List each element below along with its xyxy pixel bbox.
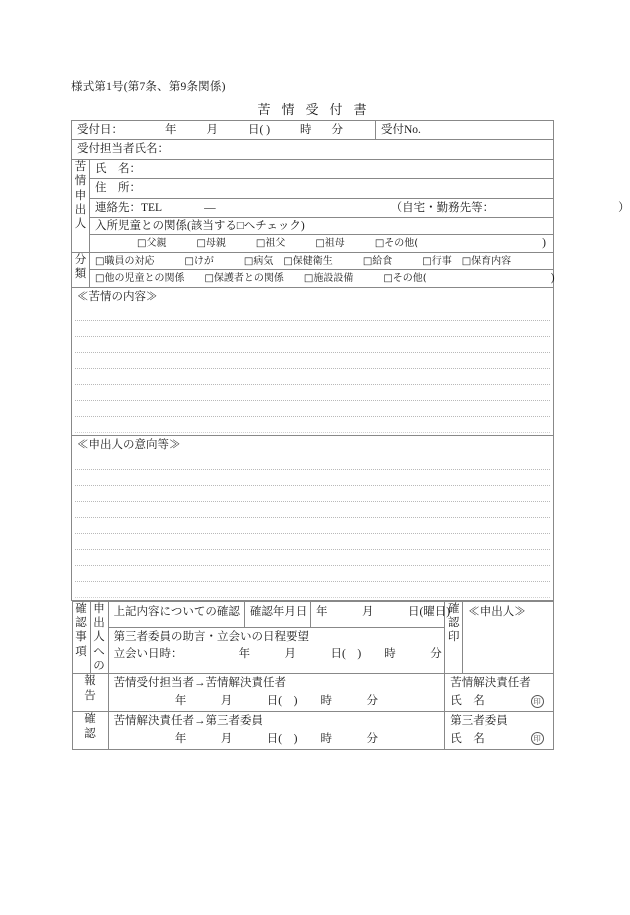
confirm-row-1 xyxy=(72,601,553,627)
confirm-above-label: 上記内容についての確認 xyxy=(113,605,240,618)
checkbox-health-hygiene[interactable]: □保健衛生 xyxy=(283,255,333,267)
report-right-title: 苦情解決責任者 xyxy=(450,677,531,690)
table-row-confirmation-block xyxy=(72,600,554,750)
third-party-request-cell[interactable] xyxy=(108,627,445,674)
category-vlabel-char-1: 類 xyxy=(74,268,87,281)
confirm-vlabel2-char-3: へ xyxy=(93,645,105,658)
table-row-relation-title xyxy=(72,217,554,234)
table-row-complainant-address xyxy=(72,179,554,198)
contact-close: ） xyxy=(618,201,630,214)
category-vlabel-char-0: 分 xyxy=(74,253,87,266)
table-row-receipt-date xyxy=(72,121,554,140)
checkbox-illness[interactable]: □病気 xyxy=(243,255,274,267)
confirm-vlabel2-char-4: の xyxy=(93,660,105,672)
vlabel-char-4: 人 xyxy=(74,218,87,231)
contact-label: 連絡先：TEL xyxy=(95,201,163,214)
category-row1-cell xyxy=(90,252,554,270)
category-vertical-label xyxy=(72,252,90,287)
vlabel-char-3: 出 xyxy=(74,203,87,216)
checkbox-grandmother[interactable]: □祖母 xyxy=(315,238,345,250)
confirm-vertical-label-2 xyxy=(90,601,108,674)
complainant-address-label: 住 所： xyxy=(95,182,141,195)
third-party-member-cell[interactable] xyxy=(445,712,553,750)
receipt-minute: 分 xyxy=(331,124,344,136)
vlabel-char-1: 情 xyxy=(74,175,87,188)
complaint-content-cell[interactable] xyxy=(72,287,554,435)
complainant-vertical-label xyxy=(72,159,90,252)
receipt-no-label: 受付No. xyxy=(381,124,421,136)
report-responsible-cell[interactable] xyxy=(445,674,553,712)
confirm-vlabel1-char-1: 認 xyxy=(75,616,87,629)
complainant-name-label: 氏 名： xyxy=(95,162,141,175)
page-title: 苦情受付書 xyxy=(257,102,378,117)
staff-name-cell[interactable] xyxy=(72,140,554,159)
rule-line xyxy=(75,337,550,353)
checkbox-staff-response[interactable]: □職員の対応 xyxy=(95,255,155,267)
confirm-vlabel1-char-0: 確 xyxy=(75,602,87,615)
confirm-vlabel2-char-0: 申 xyxy=(93,602,105,615)
complainant-address-cell[interactable] xyxy=(90,179,554,198)
seal-vlabel-char-1: 認 xyxy=(448,616,460,629)
confirm-date-fields-cell[interactable] xyxy=(310,601,451,627)
receipt-year: 年 xyxy=(165,124,177,136)
report-flow-label: 苦情受付担当者→苦情解決責任者 xyxy=(113,677,287,690)
report-vlabel-char-1: 告 xyxy=(84,689,96,702)
confirm-date-label-cell xyxy=(244,601,310,627)
table-row-category-2 xyxy=(72,270,554,288)
report-date-fields: 年 月 日( ) 時 分 xyxy=(174,694,378,707)
checkbox-other-children-relation[interactable]: □他の児童との関係 xyxy=(95,273,185,285)
confirmation-block-cell xyxy=(72,600,554,750)
rule-line xyxy=(75,582,550,598)
form-number: 様式第1号(第7条、第9条関係) xyxy=(71,81,226,93)
rule-line xyxy=(75,369,550,385)
confirm-date-label: 確認年月日 xyxy=(249,605,308,618)
rule-line xyxy=(75,454,550,470)
complainant-contact-cell[interactable] xyxy=(90,198,630,217)
rule-line xyxy=(75,550,550,566)
intent-content-title: ≪申出人の意向等≫ xyxy=(77,439,181,452)
confirm-vlabel1-char-2: 事 xyxy=(75,631,87,644)
rule-line xyxy=(75,502,550,518)
confirm-bottom-vertical-label xyxy=(72,712,108,750)
rule-line xyxy=(75,518,550,534)
category-other-close: ) xyxy=(550,272,555,285)
receipt-day: 日( ) xyxy=(248,124,271,136)
confirm-flow-label: 苦情解決責任者→第三者委員 xyxy=(113,715,264,728)
table-row-complainant-contact xyxy=(72,198,554,217)
confirm-above-cell xyxy=(108,601,244,627)
confirm-vertical-label-1 xyxy=(72,601,90,674)
checkbox-father[interactable]: □父親 xyxy=(137,238,167,250)
confirm-date-fields-bottom: 年 月 日( ) 時 分 xyxy=(174,732,378,745)
seal-stamp-icon: 印 xyxy=(531,732,544,745)
confirm-vlabel1-char-3: 項 xyxy=(75,645,87,658)
table-row-complainant-name xyxy=(72,159,554,178)
checkbox-meals[interactable]: □給食 xyxy=(362,255,393,267)
checkbox-childcare-content[interactable]: □保育内容 xyxy=(461,255,512,267)
complainant-name-cell[interactable] xyxy=(90,159,554,178)
rule-line xyxy=(75,305,550,321)
confirm-vlabel2-char-2: 人 xyxy=(93,631,105,644)
checkbox-events[interactable]: □行事 xyxy=(422,255,452,267)
complaint-form-table xyxy=(71,120,630,750)
checkbox-facility-equipment[interactable]: □施設設備 xyxy=(303,273,354,285)
relation-title-label: 入所児童との関係(該当する□へチェック) xyxy=(95,219,305,232)
report-vlabel-char-0: 報 xyxy=(84,675,96,688)
confirm-bottom-row xyxy=(72,712,553,750)
receipt-date-cell[interactable] xyxy=(72,121,376,140)
receipt-hour: 時 xyxy=(300,124,312,136)
rule-line xyxy=(75,385,550,401)
confirm-vlabel2-char-1: 出 xyxy=(93,616,105,629)
confirmation-table xyxy=(72,601,554,750)
third-party-title: 第三者委員の助言・立会いの日程要望 xyxy=(113,630,310,643)
applicant-label: ≪申出人≫ xyxy=(468,605,526,618)
receipt-no-cell[interactable] xyxy=(376,121,554,140)
report-right-name-label: 氏 名 xyxy=(450,694,485,707)
staff-name-label: 受付担当者氏名： xyxy=(77,143,169,156)
rule-line xyxy=(75,417,550,433)
checkbox-mother[interactable]: □母親 xyxy=(196,238,226,250)
confirm-seal-label xyxy=(445,601,463,674)
rule-line xyxy=(75,353,550,369)
report-row xyxy=(72,674,553,712)
rule-line xyxy=(75,566,550,582)
intent-content-cell[interactable] xyxy=(72,436,554,600)
rule-line xyxy=(75,534,550,550)
seal-stamp-icon: 印 xyxy=(531,695,544,708)
relation-options-cell xyxy=(90,235,554,253)
table-row-intent-content xyxy=(72,436,554,600)
tel-dash: ― xyxy=(204,201,216,214)
confirm-bottom-vlabel-char-1: 認 xyxy=(84,727,96,740)
confirm-right-title: 第三者委員 xyxy=(450,715,508,728)
checkbox-relation-other[interactable]: □その他( xyxy=(374,238,419,250)
checkbox-category-other[interactable]: □その他( xyxy=(383,273,427,285)
complaint-content-rules xyxy=(72,305,553,435)
report-flow-cell[interactable] xyxy=(108,674,445,712)
confirm-right-name-label: 氏 名 xyxy=(450,732,485,745)
receipt-month: 月 xyxy=(206,124,218,136)
seal-vlabel-char-2: 印 xyxy=(448,631,460,644)
receipt-date-label: 受付日： xyxy=(77,124,123,136)
table-row-category-1 xyxy=(72,252,554,270)
confirm-date-fields: 年 月 日(曜日) xyxy=(315,605,451,618)
checkbox-guardian-relation[interactable]: □保護者との関係 xyxy=(204,273,284,285)
seal-vlabel-char-0: 確 xyxy=(448,602,460,615)
confirm-flow-cell[interactable] xyxy=(108,712,445,750)
table-row-complaint-content xyxy=(72,287,554,435)
checkbox-grandfather[interactable]: □祖父 xyxy=(255,238,286,250)
rule-line xyxy=(75,401,550,417)
table-row-relation-options xyxy=(72,235,554,253)
category-row2-cell xyxy=(90,270,554,288)
attendance-label: 立会い日時： xyxy=(113,648,183,661)
intent-content-rules xyxy=(72,454,553,600)
table-row-staff-name xyxy=(72,140,554,159)
rule-line xyxy=(75,470,550,486)
contact-suffix: （自宅・勤務先等： xyxy=(390,201,495,214)
attendance-fields: 年 月 日( ) 時 分 xyxy=(238,648,442,661)
confirm-bottom-vlabel-char-0: 確 xyxy=(84,713,96,726)
report-vertical-label xyxy=(72,674,108,712)
rule-line xyxy=(75,321,550,337)
relation-other-close: ) xyxy=(542,237,547,250)
vlabel-char-2: 申 xyxy=(74,189,87,202)
complaint-content-title: ≪苦情の内容≫ xyxy=(77,290,158,303)
rule-line xyxy=(75,486,550,502)
relation-title-cell xyxy=(90,217,554,234)
vlabel-char-0: 苦 xyxy=(74,160,87,173)
checkbox-injury[interactable]: □けが xyxy=(184,255,214,267)
applicant-signature-cell[interactable] xyxy=(463,601,553,674)
